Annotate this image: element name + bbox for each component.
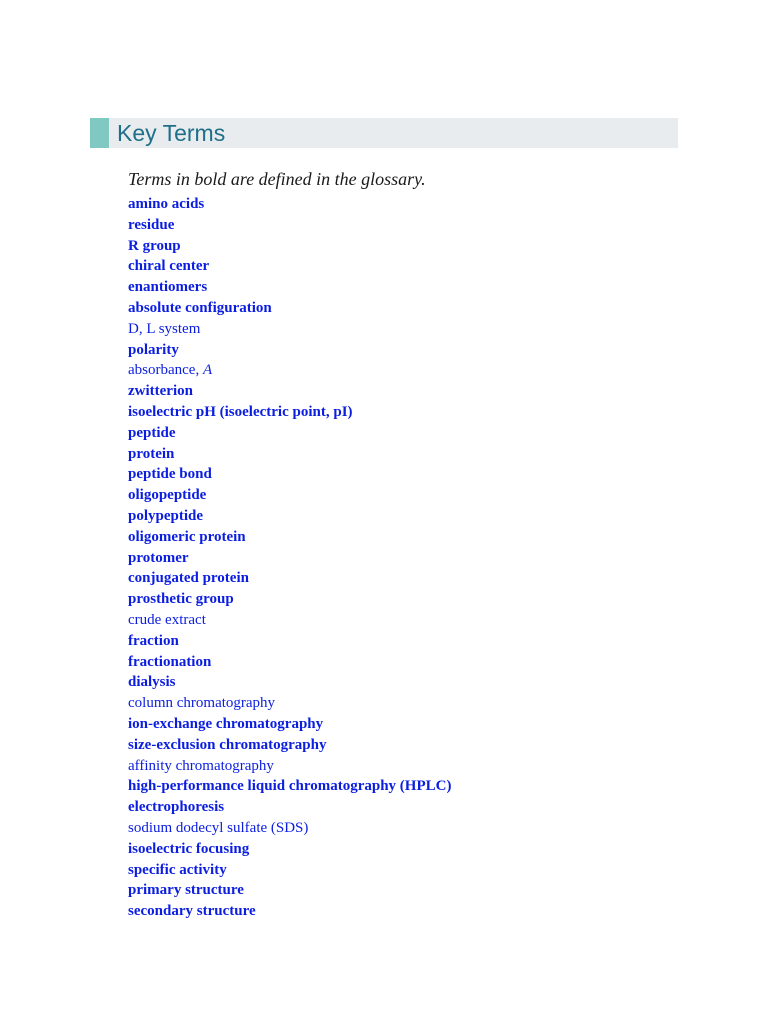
key-term [128, 360, 451, 381]
key-term [128, 693, 451, 714]
term-text: oligopeptide [128, 487, 207, 504]
key-term [128, 756, 451, 777]
glossary-term-link[interactable] [128, 256, 451, 277]
term-text: primary structure [128, 882, 244, 899]
glossary-term-link[interactable] [128, 548, 451, 569]
term-text: enantiomers [128, 279, 208, 296]
glossary-term-link[interactable] [128, 776, 451, 797]
term-text: oligomeric protein [128, 528, 246, 545]
key-terms-list [128, 194, 451, 922]
term-text: isoelectric focusing [128, 840, 250, 857]
glossary-term-link[interactable] [128, 506, 451, 527]
glossary-term-link[interactable] [128, 423, 451, 444]
term-text: peptide [128, 424, 176, 441]
glossary-term-link[interactable] [128, 527, 451, 548]
section-header-accent [90, 118, 109, 148]
term-text: absolute configuration [128, 299, 272, 316]
glossary-term-link[interactable] [128, 901, 451, 922]
key-term [128, 610, 451, 631]
glossary-term-link[interactable] [128, 672, 451, 693]
glossary-term-link[interactable] [128, 444, 451, 465]
glossary-term-link[interactable] [128, 880, 451, 901]
glossary-term-link[interactable] [128, 464, 451, 485]
term-text: protomer [128, 549, 189, 566]
glossary-term-link[interactable] [128, 652, 451, 673]
term-text: ion-exchange chromatography [128, 715, 324, 732]
key-term [128, 818, 451, 839]
term-text: specific activity [128, 861, 227, 878]
term-text: D, L system [128, 320, 201, 337]
term-text: polypeptide [128, 507, 204, 524]
glossary-term-link[interactable] [128, 714, 451, 735]
glossary-term-link[interactable] [128, 340, 451, 361]
term-text: polarity [128, 341, 179, 358]
term-text: peptide bond [128, 466, 212, 483]
glossary-term-link[interactable] [128, 797, 451, 818]
term-text: prosthetic group [128, 591, 234, 608]
glossary-term-link[interactable] [128, 236, 451, 257]
term-symbol: A [202, 362, 213, 379]
term-text: high-performance liquid chromatography (HPLC) [128, 778, 452, 795]
glossary-note: Terms in bold are defined in the glossary. [128, 169, 426, 189]
glossary-term-link[interactable] [128, 402, 451, 423]
term-text: dialysis [128, 674, 176, 691]
term-text: conjugated protein [128, 570, 249, 587]
term-text: residue [128, 216, 175, 233]
term-text: zwitterion [128, 383, 193, 400]
glossary-term-link[interactable] [128, 631, 451, 652]
term-text: isoelectric pH (isoelectric point, pI) [128, 403, 353, 420]
glossary-term-link[interactable] [128, 381, 451, 402]
glossary-term-link[interactable] [128, 194, 451, 215]
term-text: chiral center [128, 258, 210, 275]
term-text: electrophoresis [128, 799, 225, 816]
term-text: R group [128, 237, 181, 254]
term-text: fraction [128, 632, 179, 649]
glossary-term-link[interactable] [128, 215, 451, 236]
term-text: crude extract [128, 611, 206, 628]
term-text: secondary structure [128, 903, 256, 920]
term-text: absorbance, [128, 362, 203, 379]
glossary-term-link[interactable] [128, 277, 451, 298]
glossary-term-link[interactable] [128, 485, 451, 506]
term-text: fractionation [128, 653, 212, 670]
glossary-term-link[interactable] [128, 860, 451, 881]
term-text: protein [128, 445, 175, 462]
section-title: Key Terms [117, 120, 226, 146]
glossary-term-link[interactable] [128, 589, 451, 610]
term-text: amino acids [128, 196, 205, 212]
glossary-term-link[interactable] [128, 568, 451, 589]
term-text: sodium dodecyl sulfate (SDS) [128, 819, 309, 836]
term-text: affinity chromatography [128, 757, 274, 774]
glossary-term-link[interactable] [128, 298, 451, 319]
key-term [128, 319, 451, 340]
term-text: column chromatography [128, 695, 276, 712]
glossary-term-link[interactable] [128, 839, 451, 860]
term-text: size-exclusion chromatography [128, 736, 327, 753]
section-header [90, 118, 678, 148]
glossary-term-link[interactable] [128, 735, 451, 756]
